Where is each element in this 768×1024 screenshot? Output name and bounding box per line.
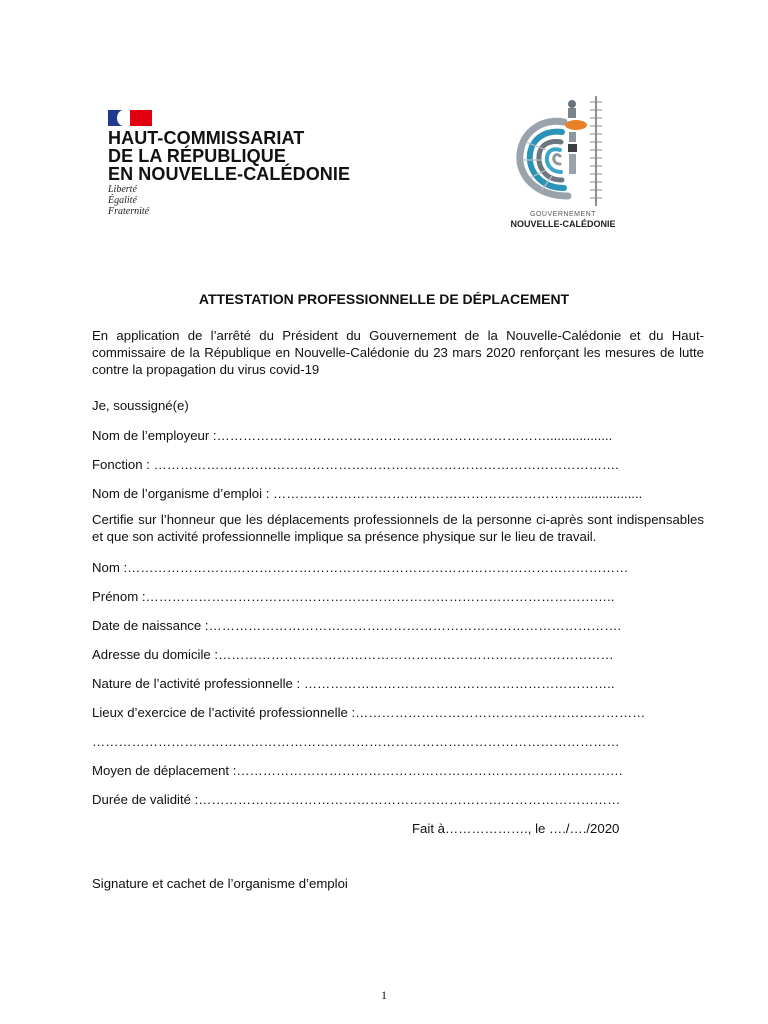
haut-commissariat-name: HAUT-COMMISSARIAT DE LA RÉPUBLIQUE EN NOUVELLE-CALÉDONIE	[108, 128, 351, 184]
document-title: ATTESTATION PROFESSIONNELLE DE DÉPLACEMENT	[198, 291, 570, 307]
gouvernement-label: GOUVERNEMENT	[530, 211, 596, 218]
activity-nature-field: Nature de l’activité professionnelle : ……………………………………………………………..	[92, 676, 615, 691]
nom-field: Nom :……………………………………………………………………………………………………	[92, 560, 629, 575]
function-field: Fonction : …………………………………………………………………………………………….	[92, 457, 619, 472]
organisme-field: Nom de l’organisme d’emploi : ……………………………………………………………..................	[92, 486, 643, 501]
haut-commissariat-logo	[108, 110, 351, 230]
gouvernement-nc-logo	[506, 92, 636, 232]
nouvelle-caledonie-label: NOUVELLE-CALÉDONIE	[510, 219, 616, 229]
prenom-field: Prénom :……………………………………………………………………………………………..	[92, 589, 615, 604]
intro-paragraph: En application de l’arrêté du Président du Gouvernement de la Nouvelle-Calédonie et du Haut-commissaire de la République en Nouvelle-Calédonie du 23 mars 2020 renforçant les mesures de lutte contre la propagation du virus covid-19	[92, 328, 704, 377]
soussigne-line: Je, soussigné(e)	[92, 398, 189, 413]
marianne-flag-icon	[108, 110, 152, 126]
work-places-field: Lieux d’exercice de l’activité professionnelle :…………………………………………………………	[92, 705, 646, 720]
validity-field: Durée de validité :……………………………………………………………………………………	[92, 792, 621, 807]
birth-date-field: Date de naissance :………………………………………………………………………………….	[92, 618, 622, 633]
place-date-field: Fait à………………., le …./…./2020	[412, 821, 620, 836]
signature-label: Signature et cachet de l’organisme d’emploi	[92, 876, 348, 891]
employer-name-field: Nom de l’employeur :…………………………………………………………………..................	[92, 428, 613, 443]
nautilus-pine-emblem-icon	[506, 92, 620, 210]
page-number: 1	[381, 988, 387, 1002]
address-field: Adresse du domicile :………………………………………………………………………………	[92, 647, 614, 662]
work-places-continuation: …………………………………………………………………………………………………………	[92, 734, 620, 749]
republic-motto: Liberté Égalité Fraternité	[108, 184, 150, 217]
transport-field: Moyen de déplacement :…………………………………………………………………………….	[92, 763, 623, 778]
certify-paragraph: Certifie sur l’honneur que les déplacements professionnels de la personne ci-après sont indispensables et que son activité professionnelle implique sa présence physique sur le lieu de travail.	[92, 512, 704, 544]
